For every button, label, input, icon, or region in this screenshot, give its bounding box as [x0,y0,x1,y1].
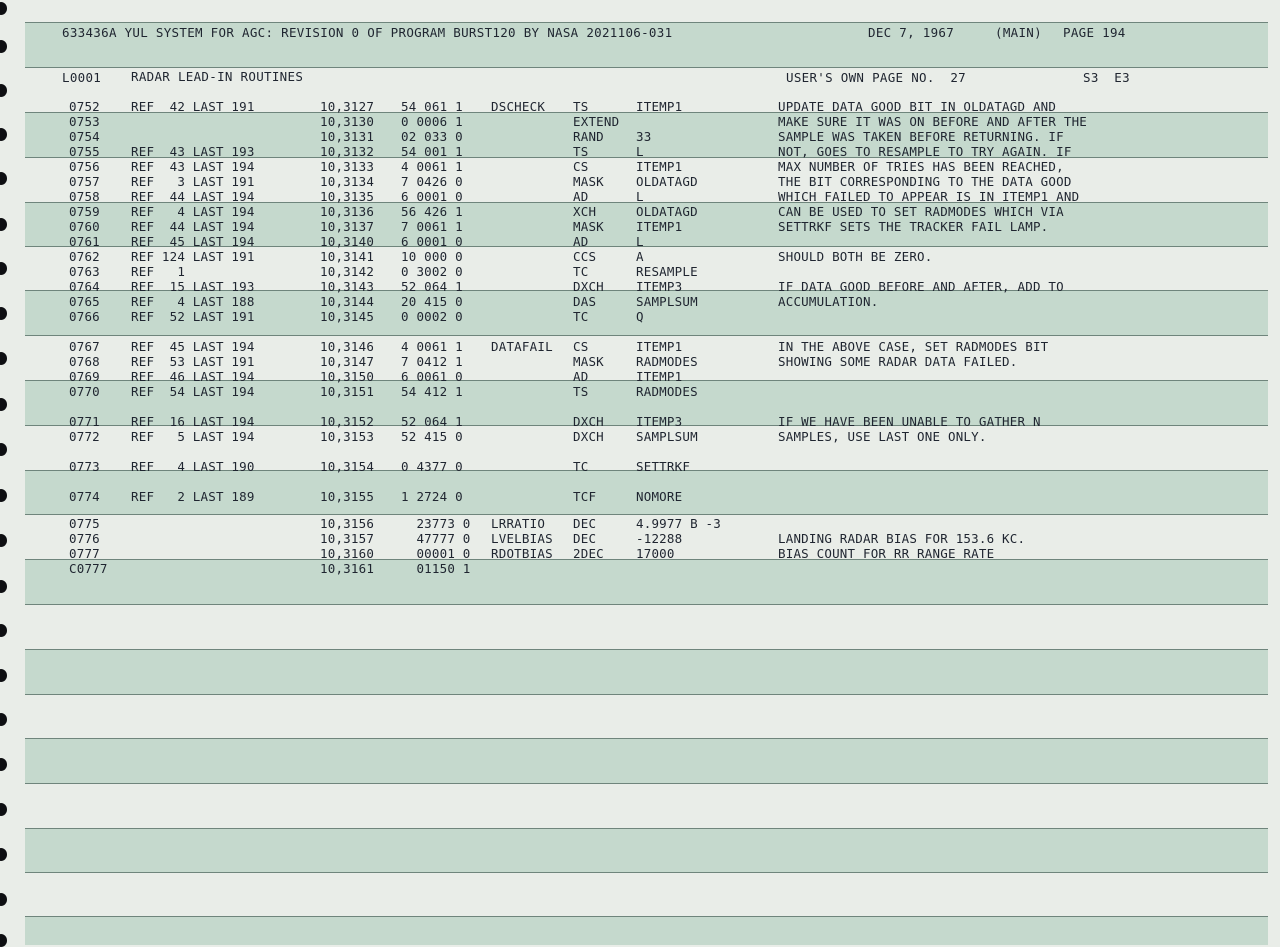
memory-address: 10,3157 [320,531,375,546]
line-number: 0771 [69,414,100,429]
octal-code: 52 064 1 [401,279,463,294]
memory-address: 10,3141 [320,249,375,264]
comment: UPDATE DATA GOOD BIT IN OLDATAGD AND [778,99,1057,114]
rule-line [25,67,1268,68]
cross-reference: REF 4 LAST 194 [131,204,255,219]
opcode: DEC [573,516,597,531]
line-number: 0755 [69,144,100,159]
section-title: RADAR LEAD-IN ROUTINES [131,69,304,84]
opcode: MASK [573,219,604,234]
feed-hole [0,218,7,231]
opcode: 2DEC [573,546,604,561]
line-number: 0773 [69,459,100,474]
feed-hole [0,893,7,906]
comment: BIAS COUNT FOR RR RANGE RATE [778,546,995,561]
cross-reference: REF 2 LAST 189 [131,489,255,504]
line-number: 0753 [69,114,100,129]
line-number: 0764 [69,279,100,294]
cross-reference: REF 42 LAST 191 [131,99,255,114]
line-number: 0759 [69,204,100,219]
octal-code: 4 0061 1 [401,159,463,174]
cross-reference: REF 43 LAST 193 [131,144,255,159]
line-number: 0772 [69,429,100,444]
memory-address: 10,3132 [320,144,375,159]
octal-code: 0 0002 0 [401,309,463,324]
users-page-number: USER'S OWN PAGE NO. 27 [786,70,966,85]
opcode: TC [573,459,589,474]
octal-code: 54 061 1 [401,99,463,114]
cross-reference: REF 124 LAST 191 [131,249,255,264]
octal-code: 7 0426 0 [401,174,463,189]
memory-address: 10,3142 [320,264,375,279]
operand: ITEMP3 [636,414,683,429]
operand: ITEMP1 [636,159,683,174]
symbol-label: RDOTBIAS [491,546,553,561]
memory-address: 10,3137 [320,219,375,234]
comment: IF DATA GOOD BEFORE AND AFTER, ADD TO [778,279,1064,294]
comment: SETTRKF SETS THE TRACKER FAIL LAMP. [778,219,1049,234]
operand: OLDATAGD [636,204,698,219]
feed-hole [0,669,7,682]
opcode: RAND [573,129,604,144]
comment: SHOWING SOME RADAR DATA FAILED. [778,354,1018,369]
line-number: 0768 [69,354,100,369]
opcode: TCF [573,489,597,504]
opcode: EXTEND [573,114,620,129]
comment: NOT, GOES TO RESAMPLE TO TRY AGAIN. IF [778,144,1072,159]
line-number: 0763 [69,264,100,279]
comment: IN THE ABOVE CASE, SET RADMODES BIT [778,339,1049,354]
octal-code: 54 412 1 [401,384,463,399]
cross-reference: REF 45 LAST 194 [131,234,255,249]
feed-hole [0,2,7,15]
line-number: 0765 [69,294,100,309]
green-band [25,649,1268,694]
opcode: XCH [573,204,597,219]
memory-address: 10,3161 [320,561,375,576]
line-number: 0758 [69,189,100,204]
memory-address: 10,3145 [320,309,375,324]
feed-hole [0,262,7,275]
line-number: C0777 [69,561,108,576]
rule-line [25,22,1268,23]
operand: ITEMP1 [636,99,683,114]
feed-hole [0,40,7,53]
green-band [25,828,1268,873]
cross-reference: REF 16 LAST 194 [131,414,255,429]
octal-code: 6 0001 0 [401,189,463,204]
memory-address: 10,3150 [320,369,375,384]
octal-code: 7 0061 1 [401,219,463,234]
cross-reference: REF 4 LAST 190 [131,459,255,474]
comment: ACCUMULATION. [778,294,879,309]
octal-code: 10 000 0 [401,249,463,264]
octal-code: 20 415 0 [401,294,463,309]
rule-line [25,335,1268,336]
line-number: 0757 [69,174,100,189]
operand: 4.9977 B -3 [636,516,721,531]
operand: Q [636,309,644,324]
line-number: 0766 [69,309,100,324]
cross-reference: REF 4 LAST 188 [131,294,255,309]
line-number: 0767 [69,339,100,354]
cross-reference: REF 54 LAST 194 [131,384,255,399]
octal-code: 54 001 1 [401,144,463,159]
header-title: 633436A YUL SYSTEM FOR AGC: REVISION 0 OF PROGRAM BURST120 BY NASA 2021106-031 [62,25,673,40]
listing-codes: S3 E3 [1083,70,1130,85]
symbol-label: DSCHECK [491,99,546,114]
comment: SHOULD BOTH BE ZERO. [778,249,933,264]
operand: SAMPLSUM [636,429,698,444]
line-number: 0754 [69,129,100,144]
line-number: 0774 [69,489,100,504]
symbol-label: LVELBIAS [491,531,553,546]
rule-line [25,783,1268,784]
comment: SAMPLE WAS TAKEN BEFORE RETURNING. IF [778,129,1064,144]
header-section: (MAIN) [995,25,1042,40]
comment: MAKE SURE IT WAS ON BEFORE AND AFTER THE [778,114,1088,129]
line-number: 0761 [69,234,100,249]
green-band [25,559,1268,604]
feed-hole [0,352,7,365]
octal-code: 0 3002 0 [401,264,463,279]
opcode: DEC [573,531,597,546]
line-number: 0752 [69,99,100,114]
rule-line [25,694,1268,695]
feed-hole [0,84,7,97]
opcode: DXCH [573,429,604,444]
memory-address: 10,3154 [320,459,375,474]
line-number: 0776 [69,531,100,546]
memory-address: 10,3134 [320,174,375,189]
octal-code: 4 0061 1 [401,339,463,354]
opcode: TS [573,384,589,399]
comment: IF WE HAVE BEEN UNABLE TO GATHER N [778,414,1041,429]
feed-hole [0,489,7,502]
cross-reference: REF 3 LAST 191 [131,174,255,189]
rule-line [25,738,1268,739]
octal-code: 23773 0 [401,516,471,531]
memory-address: 10,3155 [320,489,375,504]
cross-reference: REF 53 LAST 191 [131,354,255,369]
operand: -12288 [636,531,683,546]
feed-hole [0,307,7,320]
rule-line [25,649,1268,650]
green-band [25,916,1268,945]
cross-reference: REF 44 LAST 194 [131,189,255,204]
comment: CAN BE USED TO SET RADMODES WHICH VIA [778,204,1064,219]
octal-code: 02 033 0 [401,129,463,144]
memory-address: 10,3136 [320,204,375,219]
cross-reference: REF 46 LAST 194 [131,369,255,384]
memory-address: 10,3144 [320,294,375,309]
line-number: 0777 [69,546,100,561]
cross-reference: REF 43 LAST 194 [131,159,255,174]
octal-code: 0 4377 0 [401,459,463,474]
operand: RADMODES [636,384,698,399]
feed-hole [0,443,7,456]
operand: L [636,144,644,159]
octal-code: 7 0412 1 [401,354,463,369]
feed-hole [0,534,7,547]
operand: OLDATAGD [636,174,698,189]
opcode: AD [573,369,589,384]
feed-hole [0,624,7,637]
cross-reference: REF 44 LAST 194 [131,219,255,234]
memory-address: 10,3135 [320,189,375,204]
octal-code: 52 064 1 [401,414,463,429]
feed-hole [0,172,7,185]
comment: WHICH FAILED TO APPEAR IS IN ITEMP1 AND [778,189,1080,204]
comment: THE BIT CORRESPONDING TO THE DATA GOOD [778,174,1072,189]
line-number: 0762 [69,249,100,264]
opcode: TS [573,99,589,114]
header-date: DEC 7, 1967 [868,25,955,40]
line-number: 0760 [69,219,100,234]
feed-hole [0,713,7,726]
octal-code: 01150 1 [401,561,471,576]
rule-line [25,828,1268,829]
opcode: DAS [573,294,597,309]
cross-reference: REF 45 LAST 194 [131,339,255,354]
feed-hole [0,803,7,816]
operand: ITEMP3 [636,279,683,294]
operand: RESAMPLE [636,264,698,279]
symbol-label: LRRATIO [491,516,546,531]
memory-address: 10,3160 [320,546,375,561]
line-number: 0756 [69,159,100,174]
line-number: 0770 [69,384,100,399]
line-number: 0775 [69,516,100,531]
opcode: DXCH [573,279,604,294]
header-page: PAGE 194 [1063,25,1126,40]
operand: 33 [636,129,652,144]
memory-address: 10,3130 [320,114,375,129]
opcode: CS [573,339,589,354]
feed-hole [0,848,7,861]
octal-code: 6 0001 0 [401,234,463,249]
cross-reference: REF 52 LAST 191 [131,309,255,324]
green-band [25,738,1268,783]
operand: NOMORE [636,489,683,504]
operand: 17000 [636,546,675,561]
memory-address: 10,3156 [320,516,375,531]
opcode: MASK [573,174,604,189]
operand: SETTRKF [636,459,691,474]
line-number: 0769 [69,369,100,384]
memory-address: 10,3151 [320,384,375,399]
operand: A [636,249,644,264]
memory-address: 10,3143 [320,279,375,294]
rule-line [25,872,1268,873]
memory-address: 10,3153 [320,429,375,444]
comment: MAX NUMBER OF TRIES HAS BEEN REACHED, [778,159,1064,174]
feed-hole [0,758,7,771]
feed-hole [0,580,7,593]
memory-address: 10,3133 [320,159,375,174]
feed-hole [0,128,7,141]
operand: ITEMP1 [636,339,683,354]
symbol-label: DATAFAIL [491,339,553,354]
comment: LANDING RADAR BIAS FOR 153.6 KC. [778,531,1026,546]
operand: L [636,234,644,249]
cross-reference: REF 1 [131,264,186,279]
octal-code: 56 426 1 [401,204,463,219]
operand: L [636,189,644,204]
opcode: AD [573,234,589,249]
memory-address: 10,3131 [320,129,375,144]
memory-address: 10,3147 [320,354,375,369]
operand: SAMPLSUM [636,294,698,309]
opcode: AD [573,189,589,204]
rule-line [25,604,1268,605]
log-id: L0001 [62,70,102,85]
opcode: TC [573,309,589,324]
cross-reference: REF 15 LAST 193 [131,279,255,294]
memory-address: 10,3127 [320,99,375,114]
operand: RADMODES [636,354,698,369]
opcode: CCS [573,249,597,264]
feed-hole [0,934,7,947]
comment: SAMPLES, USE LAST ONE ONLY. [778,429,987,444]
feed-hole [0,398,7,411]
memory-address: 10,3152 [320,414,375,429]
octal-code: 47777 0 [401,531,471,546]
octal-code: 6 0061 0 [401,369,463,384]
octal-code: 00001 0 [401,546,471,561]
memory-address: 10,3146 [320,339,375,354]
memory-address: 10,3140 [320,234,375,249]
opcode: TS [573,144,589,159]
octal-code: 0 0006 1 [401,114,463,129]
operand: ITEMP1 [636,219,683,234]
operand: ITEMP1 [636,369,683,384]
octal-code: 1 2724 0 [401,489,463,504]
cross-reference: REF 5 LAST 194 [131,429,255,444]
opcode: DXCH [573,414,604,429]
opcode: MASK [573,354,604,369]
opcode: TC [573,264,589,279]
rule-line [25,916,1268,917]
rule-line [25,514,1268,515]
octal-code: 52 415 0 [401,429,463,444]
opcode: CS [573,159,589,174]
